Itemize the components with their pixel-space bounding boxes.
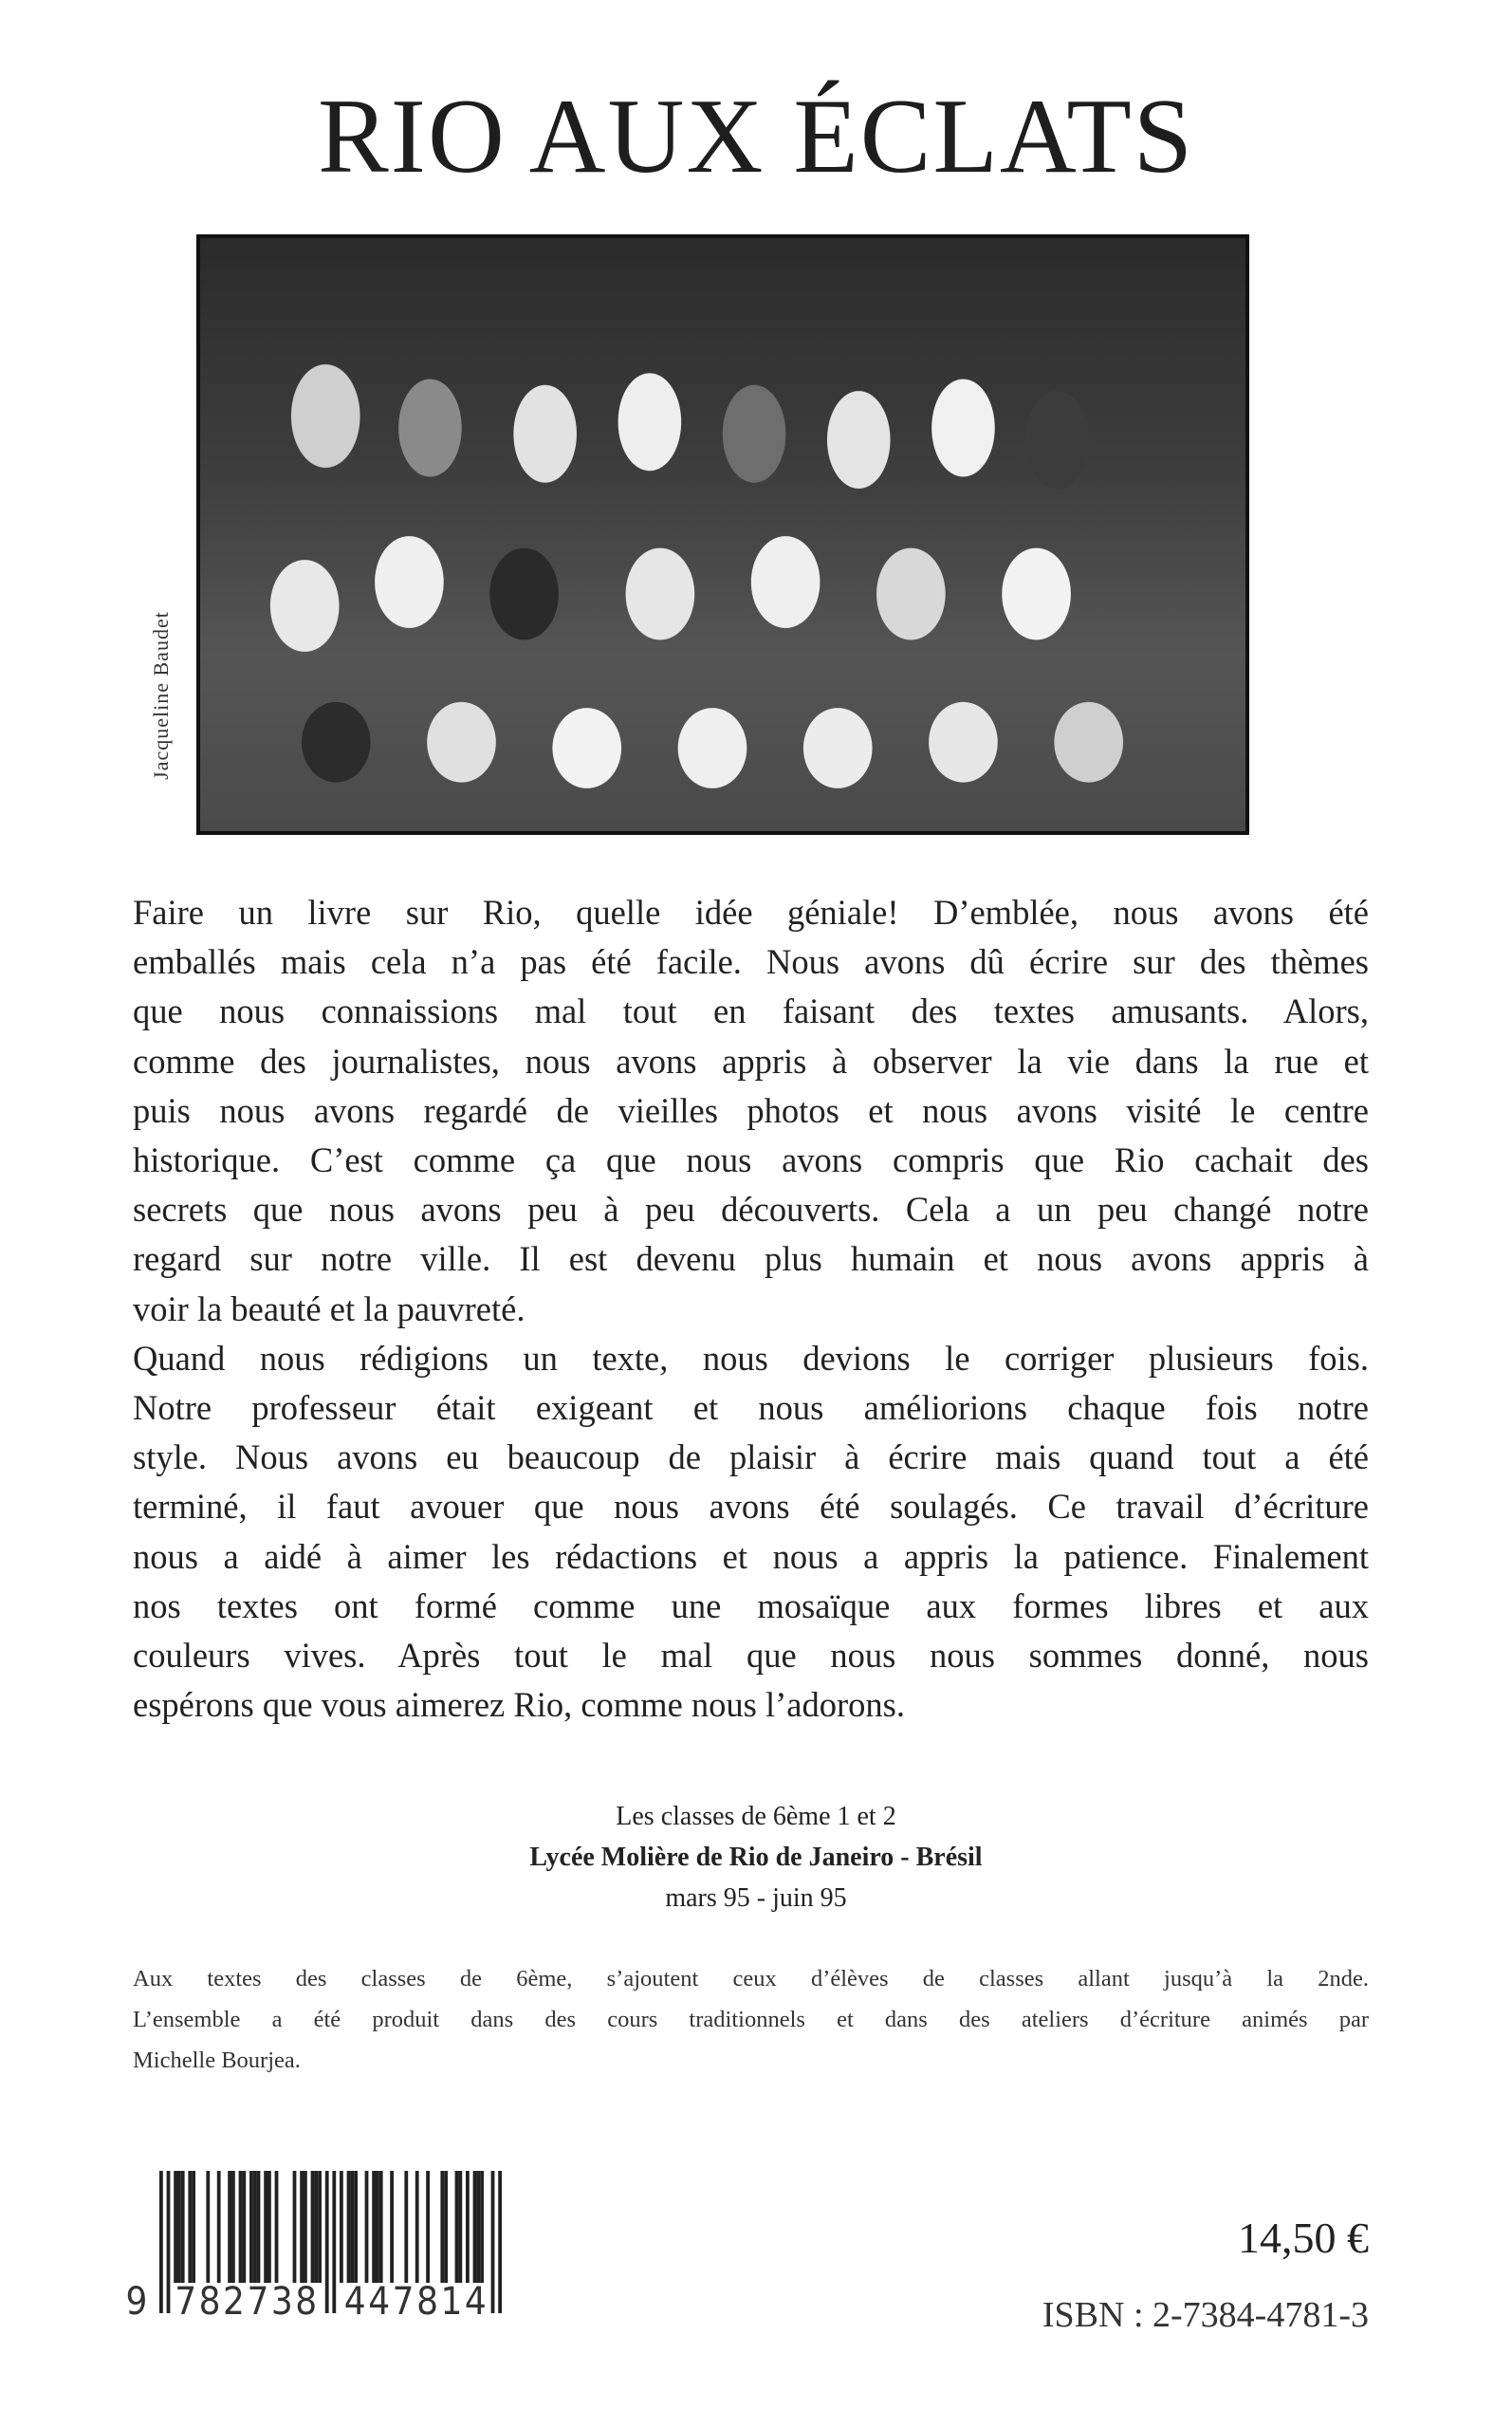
barcode-bar: [390, 2171, 394, 2283]
barcode-bar: [304, 2171, 307, 2283]
barcode-bar: [473, 2171, 477, 2283]
book-title: RIO AUX ÉCLATS: [317, 78, 1195, 195]
class-group-photo: [196, 234, 1249, 835]
barcode-bar: [458, 2171, 462, 2283]
barcode-bar: [206, 2171, 210, 2283]
barcode-bar: [159, 2171, 163, 2313]
text-line: Notre professeur était exigeant et nous améliorions chaque fois notre: [133, 1388, 1369, 1428]
credits-school: Lycée Molière de Rio de Janeiro - Brésil: [529, 1843, 983, 1872]
barcode-bar: [267, 2171, 271, 2283]
barcode-bar: [354, 2171, 358, 2283]
barcode-bar: [498, 2171, 502, 2313]
note-line: Michelle Bourjea.: [133, 2048, 301, 2073]
note-line: Aux textes des classes de 6ème, s’ajoutent ceux d’élèves de classes allant jusqu’à la 2nde.: [133, 1966, 1369, 1992]
barcode-bar: [239, 2171, 243, 2283]
barcode-bar: [242, 2171, 246, 2283]
barcode-bar: [257, 2171, 261, 2283]
text-line: historique. C’est comme ça que nous avons compris que Rio cachait des: [133, 1140, 1369, 1180]
barcode-bar: [300, 2171, 304, 2283]
text-line: emballés mais cela n’a pas été facile. Nous avons dû écrire sur des thèmes: [133, 942, 1369, 982]
barcode-bar: [318, 2171, 322, 2283]
barcode-bar: [188, 2171, 192, 2283]
ean13-barcode: [114, 2169, 512, 2321]
text-line: regard sur notre ville. Il est devenu plus humain et nous avons appris à: [133, 1239, 1369, 1279]
barcode-bar: [404, 2171, 408, 2283]
barcode-digits: 9: [125, 2280, 148, 2321]
text-line: espérons que vous aimerez Rio, comme nous l’adorons.: [133, 1685, 905, 1725]
credits-dates: mars 95 - juin 95: [665, 1883, 847, 1913]
barcode-bar: [455, 2171, 459, 2283]
text-line: puis nous avons regardé de vieilles photos et nous avons visité le centre: [133, 1090, 1369, 1130]
barcode-digits: 782738: [175, 2280, 318, 2321]
text-line: voir la beauté et la pauvreté.: [133, 1288, 526, 1328]
editorial-note: [133, 1958, 1369, 2081]
barcode-bar: [347, 2171, 351, 2283]
barcode-bar: [350, 2171, 354, 2283]
barcode-bar: [231, 2171, 235, 2283]
credits-block: [0, 1796, 1512, 1918]
barcode-bar: [376, 2171, 379, 2283]
text-line: nos textes ont formé comme une mosaïque aux formes libres et aux: [133, 1585, 1369, 1625]
barcode-bar: [325, 2171, 329, 2313]
text-line: comme des journalistes, nous avons appris à observer la vie dans la rue et: [133, 1041, 1369, 1081]
barcode-bar: [311, 2171, 315, 2283]
text-line: secrets que nous avons peu à peu découverts. Cela a un peu changé notre: [133, 1190, 1369, 1230]
price: 14,50 €: [1238, 2214, 1369, 2262]
barcode-bar: [217, 2171, 221, 2283]
barcode-bar: [440, 2171, 444, 2283]
barcode-bar: [275, 2171, 279, 2283]
photo-credit: Jacqueline Baudet: [149, 611, 173, 780]
text-line: nous a aidé à aimer les rédactions et nous a appris la patience. Finalement: [133, 1536, 1369, 1576]
barcode-bar: [293, 2171, 297, 2283]
barcode-bar: [444, 2171, 448, 2283]
barcode-bar: [174, 2171, 177, 2283]
barcode-bar: [476, 2171, 480, 2283]
barcode-bar: [426, 2171, 430, 2283]
barcode-bar: [314, 2171, 318, 2283]
barcode-digits: 447814: [343, 2280, 487, 2321]
barcode-bar: [480, 2171, 484, 2283]
credits-classes: Les classes de 6ème 1 et 2: [616, 1802, 896, 1831]
text-line: couleurs vives. Après tout le mal que nous nous sommes donné, nous: [133, 1636, 1369, 1676]
barcode-bar: [167, 2171, 171, 2313]
text-line: Faire un livre sur Rio, quelle idée géniale! D’emblée, nous avons été: [133, 893, 1369, 932]
barcode-bar: [177, 2171, 181, 2283]
isbn: ISBN : 2-7384-4781-3: [1042, 2295, 1369, 2335]
barcode-bar: [340, 2171, 343, 2283]
barcode-bar: [491, 2171, 495, 2313]
barcode-bar: [264, 2171, 267, 2283]
barcode-bar: [332, 2171, 336, 2313]
back-cover-blurb: [133, 888, 1369, 1730]
barcode-bar: [181, 2171, 185, 2283]
barcode-bar: [415, 2171, 419, 2283]
barcode-bar: [379, 2171, 383, 2283]
barcode-bar: [192, 2171, 195, 2283]
barcode-bar: [365, 2171, 369, 2283]
barcode-bar: [228, 2171, 231, 2283]
text-line: que nous connaissions mal tout en faisant des textes amusants. Alors,: [133, 991, 1369, 1031]
note-line: L’ensemble a été produit dans des cours traditionnels et dans des ateliers d’écriture animés par: [133, 2007, 1369, 2032]
barcode-bar: [253, 2171, 257, 2283]
text-line: Quand nous rédigions un texte, nous devions le corriger plusieurs fois.: [133, 1338, 1369, 1378]
text-line: terminé, il faut avouer que nous avons été soulagés. Ce travail d’écriture: [133, 1487, 1369, 1527]
barcode-bar: [466, 2171, 470, 2283]
barcode-bar: [249, 2171, 253, 2283]
barcode-bar: [372, 2171, 376, 2283]
text-line: style. Nous avons eu beaucoup de plaisir à écrire mais quand tout a été: [133, 1437, 1369, 1477]
